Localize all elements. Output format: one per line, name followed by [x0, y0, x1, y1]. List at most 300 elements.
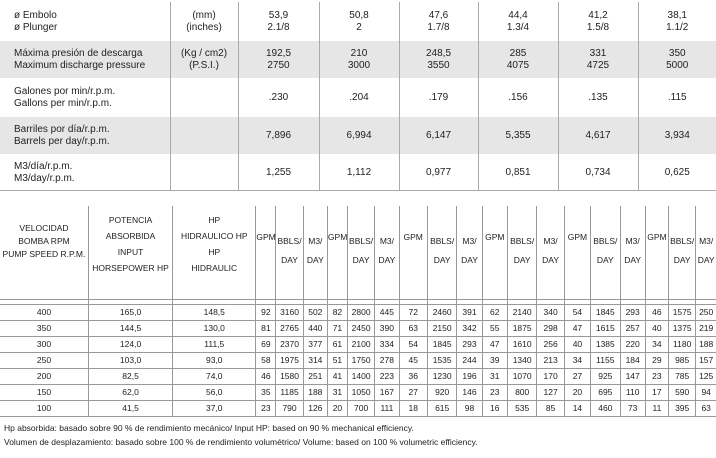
header-bbls-line: BBLS/: [277, 236, 302, 246]
header-gpm-label: GPM: [403, 232, 423, 242]
spec-value-line: 38,1: [667, 9, 687, 21]
spec-value-line: 210: [350, 47, 368, 59]
table-cell: 2100: [347, 337, 374, 353]
table-cell: 390: [375, 321, 399, 337]
table-cell: 62: [482, 305, 507, 321]
header-hydraulic-hp-text: [173, 206, 255, 276]
spec-value-line: 350: [668, 47, 686, 59]
header-bbls-day-label: [591, 206, 619, 270]
table-cell: 700: [347, 401, 374, 417]
table-cell: 1575: [668, 305, 695, 321]
spec-value: [478, 41, 558, 79]
table-cell: 1340: [507, 353, 536, 369]
table-cell: 257: [620, 321, 645, 337]
table-cell: 165,0: [88, 305, 172, 321]
table-cell: 54: [564, 305, 590, 321]
table-row: [0, 369, 716, 385]
spec-value-line: 41,2: [588, 9, 608, 21]
header-gpm-label: GPM: [647, 232, 667, 242]
spec-value: [638, 3, 716, 41]
table-cell: 34: [645, 337, 668, 353]
table-cell: 188: [696, 337, 716, 353]
spec-value-line: .204: [349, 91, 369, 103]
table-cell: 20: [564, 385, 590, 401]
spec-unit: [170, 117, 238, 155]
table-cell: 17: [645, 385, 668, 401]
header-m3-line: M3/: [379, 236, 394, 246]
spec-label: [0, 117, 170, 155]
header-gpm-label: GPM: [256, 232, 276, 242]
spec-value: [238, 117, 319, 155]
table-cell: 69: [256, 337, 276, 353]
table-cell: 58: [256, 353, 276, 369]
spec-value-line: 5,355: [505, 129, 531, 141]
table-cell: 1875: [507, 321, 536, 337]
table-cell: 126: [303, 401, 327, 417]
header-speed-text: [0, 206, 88, 261]
table-cell: 391: [457, 305, 482, 321]
header-bbls-day: [427, 206, 456, 300]
spec-value-line: .179: [428, 91, 449, 103]
table-cell: 460: [591, 401, 620, 417]
table-cell: 41,5: [88, 401, 172, 417]
spec-label-es: Máxima presión de descarga: [14, 47, 143, 59]
table-cell: 111,5: [173, 337, 256, 353]
table-row: [0, 321, 716, 337]
table-cell: 82,5: [88, 369, 172, 385]
spec-value-line: 248,5: [425, 47, 452, 59]
table-cell: 2800: [347, 305, 374, 321]
spec-unit-en: (inches): [186, 21, 222, 33]
header-m3-day-label: [375, 206, 398, 270]
table-cell: 148,5: [173, 305, 256, 321]
spec-value-line: 6,147: [425, 129, 452, 141]
performance-table: [0, 206, 716, 417]
spec-value: [238, 79, 319, 117]
spec-value-line: 6,994: [346, 129, 372, 141]
table-cell: 695: [591, 385, 620, 401]
header-bbls-line: DAY: [513, 255, 531, 265]
table-cell: 196: [457, 369, 482, 385]
spec-value-line: 2.1/8: [267, 21, 290, 33]
header-m3-day-label: [621, 206, 645, 270]
spec-value-line: 2750: [267, 59, 290, 71]
header-m3-day: [696, 206, 716, 300]
table-cell: 46: [256, 369, 276, 385]
table-cell: 29: [645, 353, 668, 369]
header-speed-line: BOMBA RPM: [18, 236, 70, 246]
spec-value: [558, 41, 638, 79]
spec-value: [399, 79, 478, 117]
header-m3-line: DAY: [697, 255, 715, 265]
table-cell: 167: [375, 385, 399, 401]
spec-label-en: ø Plunger: [14, 21, 58, 33]
spec-value-line: 1,112: [346, 166, 372, 178]
header-m3-line: M3/: [625, 236, 640, 246]
table-cell: 47: [482, 337, 507, 353]
table-cell: 14: [564, 401, 590, 417]
table-cell: 334: [375, 337, 399, 353]
header-input-hp-line: INPUT: [117, 247, 144, 257]
spec-value-line: .230: [268, 91, 289, 103]
table-cell: 63: [399, 321, 427, 337]
header-bbls-line: BBLS/: [593, 236, 618, 246]
table-cell: 23: [256, 401, 276, 417]
spec-label-en: Maximum discharge pressure: [14, 59, 146, 71]
table-cell: 150: [0, 385, 88, 401]
table-cell: 256: [537, 337, 564, 353]
header-m3-line: DAY: [378, 255, 396, 265]
table-cell: 111: [375, 401, 399, 417]
table-row: [0, 401, 716, 417]
table-cell: 27: [564, 369, 590, 385]
table-cell: 35: [256, 385, 276, 401]
table-cell: 1230: [427, 369, 456, 385]
spec-value: [319, 155, 399, 191]
table-cell: 31: [482, 369, 507, 385]
table-cell: 16: [482, 401, 507, 417]
spec-value-line: 4,617: [585, 129, 611, 141]
table-cell: 40: [564, 337, 590, 353]
spec-label-es: ø Embolo: [14, 9, 57, 21]
spec-value-line: .135: [588, 91, 608, 103]
header-input-hp-line: HORSEPOWER HP: [92, 263, 169, 273]
spec-value-line: .115: [667, 91, 687, 103]
table-cell: 82: [327, 305, 347, 321]
table-cell: 37,0: [173, 401, 256, 417]
spec-value-line: 3550: [427, 59, 450, 71]
header-bbls-day-label: [428, 206, 456, 270]
header-speed-line: PUMP SPEED R.P.M.: [2, 249, 86, 259]
spec-unit-es: (Kg / cm2): [180, 47, 228, 59]
header-bbls-line: DAY: [281, 255, 298, 265]
header-bbls-day: [507, 206, 536, 300]
table-cell: 925: [591, 369, 620, 385]
table-cell: 278: [375, 353, 399, 369]
header-hydraulic-hp-line: HP: [208, 247, 221, 257]
header-m3-day: [457, 206, 482, 300]
header-gpm: [327, 206, 347, 300]
header-bbls-line: BBLS/: [349, 236, 374, 246]
table-cell: 445: [375, 305, 399, 321]
table-cell: 147: [620, 369, 645, 385]
spec-value-line: 3000: [347, 59, 371, 71]
header-m3-line: DAY: [624, 255, 642, 265]
table-cell: 1070: [507, 369, 536, 385]
table-cell: 31: [327, 385, 347, 401]
spec-label: [0, 155, 170, 191]
header-m3-line: M3/: [308, 236, 323, 246]
table-cell: 46: [645, 305, 668, 321]
spec-unit: [170, 79, 238, 117]
table-cell: 2765: [276, 321, 303, 337]
table-cell: 350: [0, 321, 88, 337]
header-gpm: [399, 206, 427, 300]
table-cell: 72: [399, 305, 427, 321]
table-row: [0, 353, 716, 369]
spec-label: [0, 41, 170, 79]
header-hydraulic-hp-line: HP: [208, 215, 221, 225]
header-bbls-line: BBLS/: [670, 236, 695, 246]
header-bbls-day: [668, 206, 695, 300]
spec-value: [238, 3, 319, 41]
table-cell: 55: [482, 321, 507, 337]
table-cell: 1535: [427, 353, 456, 369]
spec-value-line: 2: [356, 21, 362, 33]
spec-unit: [170, 3, 238, 41]
table-cell: 502: [303, 305, 327, 321]
header-m3-line: DAY: [461, 255, 478, 265]
table-cell: 20: [327, 401, 347, 417]
table-cell: 36: [399, 369, 427, 385]
header-m3-day: [375, 206, 399, 300]
table-cell: 293: [620, 305, 645, 321]
spec-value: [638, 117, 716, 155]
header-speed: [0, 206, 88, 300]
spec-label-es: M3/día/r.p.m.: [14, 160, 73, 172]
header-m3-day: [537, 206, 564, 300]
table-cell: 157: [696, 353, 716, 369]
table-cell: 293: [457, 337, 482, 353]
spec-value: [638, 155, 716, 191]
header-bbls-day-label: [348, 206, 374, 270]
table-cell: 146: [457, 385, 482, 401]
spec-unit-es: (mm): [192, 9, 216, 21]
spec-value: [478, 155, 558, 191]
table-cell: 110: [620, 385, 645, 401]
spec-value-line: 0,734: [585, 166, 611, 178]
spec-value: [319, 117, 399, 155]
table-cell: 1610: [507, 337, 536, 353]
table-cell: 790: [276, 401, 303, 417]
table-row: [0, 385, 716, 401]
spec-unit-en: (P.S.I.): [189, 59, 219, 71]
note-hp: Hp absorbida: basado sobre 90 % de rendimiento mecánico/ Input HP: based on 90 % mechanical efficiency.: [4, 423, 414, 433]
table-cell: 1580: [276, 369, 303, 385]
header-m3-line: M3/: [699, 236, 714, 246]
table-cell: 3160: [276, 305, 303, 321]
header-bbls-line: BBLS/: [510, 236, 535, 246]
table-cell: 23: [482, 385, 507, 401]
header-input-hp-text: [89, 206, 172, 276]
table-cell: 61: [327, 337, 347, 353]
spec-label-en: Barrels per day/r.p.m.: [14, 135, 110, 147]
spec-unit: [170, 41, 238, 79]
table-cell: 73: [620, 401, 645, 417]
spec-row: [0, 79, 716, 117]
spec-label-en: Gallons per min/r.p.m.: [14, 97, 112, 109]
table-cell: 103,0: [88, 353, 172, 369]
table-cell: 340: [537, 305, 564, 321]
spec-unit: [170, 155, 238, 191]
spec-value: [558, 79, 638, 117]
table-cell: 1975: [276, 353, 303, 369]
spec-value: [399, 3, 478, 41]
table-row: [0, 337, 716, 353]
table-cell: 125: [696, 369, 716, 385]
table-cell: 51: [327, 353, 347, 369]
header-gpm: [482, 206, 507, 300]
header-speed-line: VELOCIDAD: [19, 223, 69, 233]
header-bbls-line: DAY: [433, 255, 451, 265]
table-cell: 342: [457, 321, 482, 337]
spec-value: [478, 3, 558, 41]
table-cell: 298: [537, 321, 564, 337]
table-cell: 124,0: [88, 337, 172, 353]
header-m3-line: DAY: [306, 255, 324, 265]
performance-header: [0, 206, 716, 300]
spec-value-line: 192,5: [265, 47, 292, 59]
header-gpm: [256, 206, 276, 300]
spec-value-line: 1.7/8: [427, 21, 450, 33]
table-cell: 1400: [347, 369, 374, 385]
header-bbls-day-label: [508, 206, 536, 270]
note-volume: Volumen de desplazamiento: basado sobre 100 % de rendimiento volumétrico/ Volume: based on 100 % volumetric efficiency.: [4, 437, 478, 447]
spec-value: [399, 41, 478, 79]
spec-value-line: 285: [509, 47, 527, 59]
header-bbls-line: DAY: [673, 255, 691, 265]
table-cell: 244: [457, 353, 482, 369]
table-cell: 56,0: [173, 385, 256, 401]
table-cell: 2150: [427, 321, 456, 337]
table-cell: 1185: [276, 385, 303, 401]
table-cell: 63: [696, 401, 716, 417]
table-cell: 377: [303, 337, 327, 353]
spec-value-line: .156: [508, 91, 528, 103]
spec-label-es: Barriles por día/r.p.m.: [14, 123, 110, 135]
table-cell: 785: [668, 369, 695, 385]
table-cell: 54: [399, 337, 427, 353]
table-cell: 71: [327, 321, 347, 337]
table-cell: 34: [564, 353, 590, 369]
spec-label-es: Galones por min/r.p.m.: [14, 85, 116, 97]
spec-value: [319, 41, 399, 79]
table-cell: 85: [537, 401, 564, 417]
spec-value: [558, 117, 638, 155]
table-cell: 920: [427, 385, 456, 401]
table-cell: 250: [0, 353, 88, 369]
table-cell: 130,0: [173, 321, 256, 337]
table-cell: 250: [696, 305, 716, 321]
spec-value-line: 0,625: [664, 166, 690, 178]
header-bbls-line: DAY: [596, 255, 614, 265]
spec-row: [0, 155, 716, 191]
table-cell: 62,0: [88, 385, 172, 401]
header-gpm: [564, 206, 590, 300]
header-bbls-day-label: [669, 206, 695, 270]
spec-value-line: 5000: [666, 59, 689, 71]
spec-value: [399, 117, 478, 155]
table-cell: 184: [620, 353, 645, 369]
table-cell: 27: [399, 385, 427, 401]
table-cell: 81: [256, 321, 276, 337]
header-m3-day: [620, 206, 645, 300]
table-cell: 39: [482, 353, 507, 369]
spec-value-line: 0,977: [425, 166, 452, 178]
header-input-hp-line: POTENCIA: [108, 215, 153, 225]
spec-row: [0, 41, 716, 79]
spec-value: [238, 155, 319, 191]
header-m3-day-label: [457, 206, 481, 270]
table-cell: 41: [327, 369, 347, 385]
table-cell: 2140: [507, 305, 536, 321]
header-hydraulic-hp-line: HIDRAULIC: [191, 263, 238, 273]
spec-value: [558, 3, 638, 41]
spec-value: [319, 79, 399, 117]
table-cell: 144,5: [88, 321, 172, 337]
spec-value-line: 3,934: [664, 129, 690, 141]
table-cell: 200: [0, 369, 88, 385]
table-cell: 440: [303, 321, 327, 337]
table-cell: 1615: [591, 321, 620, 337]
spec-value-line: 50,8: [349, 9, 369, 21]
table-cell: 2460: [427, 305, 456, 321]
table-cell: 1750: [347, 353, 374, 369]
header-bbls-line: BBLS/: [430, 236, 455, 246]
table-cell: 18: [399, 401, 427, 417]
header-gpm-label: GPM: [567, 232, 588, 242]
spec-value: [638, 41, 716, 79]
spec-label: [0, 79, 170, 117]
table-cell: 2370: [276, 337, 303, 353]
table-cell: 40: [645, 321, 668, 337]
table-cell: 23: [645, 369, 668, 385]
table-cell: 1375: [668, 321, 695, 337]
spec-row: [0, 117, 716, 155]
header-m3-day: [303, 206, 327, 300]
spec-value-line: 44,4: [508, 9, 528, 21]
table-cell: 11: [645, 401, 668, 417]
table-cell: 395: [668, 401, 695, 417]
header-bbls-day: [276, 206, 303, 300]
header-gpm: [645, 206, 668, 300]
spec-value-line: 1.5/8: [586, 21, 610, 33]
header-bbls-day-label: [276, 206, 302, 270]
table-cell: 1845: [591, 305, 620, 321]
header-gpm-label: GPM: [327, 232, 348, 242]
table-cell: 74,0: [173, 369, 256, 385]
table-cell: 535: [507, 401, 536, 417]
spec-value-line: 1.3/4: [506, 21, 530, 33]
table-cell: 1845: [427, 337, 456, 353]
table-cell: 1180: [668, 337, 695, 353]
spec-value-line: 1.1/2: [666, 21, 689, 33]
header-bbls-day: [591, 206, 620, 300]
table-cell: 300: [0, 337, 88, 353]
header-bbls-line: DAY: [352, 255, 370, 265]
spec-value-line: 53,9: [268, 9, 289, 21]
header-m3-day-label: [304, 206, 327, 270]
header-m3-day-label: [537, 206, 563, 270]
header-input-hp: [88, 206, 172, 300]
table-cell: 219: [696, 321, 716, 337]
spec-row: [0, 3, 716, 41]
header-m3-line: M3/: [462, 236, 477, 246]
table-cell: 47: [564, 321, 590, 337]
table-cell: 188: [303, 385, 327, 401]
table-cell: 98: [457, 401, 482, 417]
spec-value-line: 1,255: [265, 166, 292, 178]
table-cell: 251: [303, 369, 327, 385]
table-cell: 985: [668, 353, 695, 369]
table-row: [0, 305, 716, 321]
spec-value: [478, 117, 558, 155]
specs-table: [0, 2, 716, 191]
spec-value-line: 4075: [506, 59, 530, 71]
spec-value: [638, 79, 716, 117]
header-m3-day-label: [696, 206, 716, 270]
header-gpm-label: GPM: [485, 232, 505, 242]
